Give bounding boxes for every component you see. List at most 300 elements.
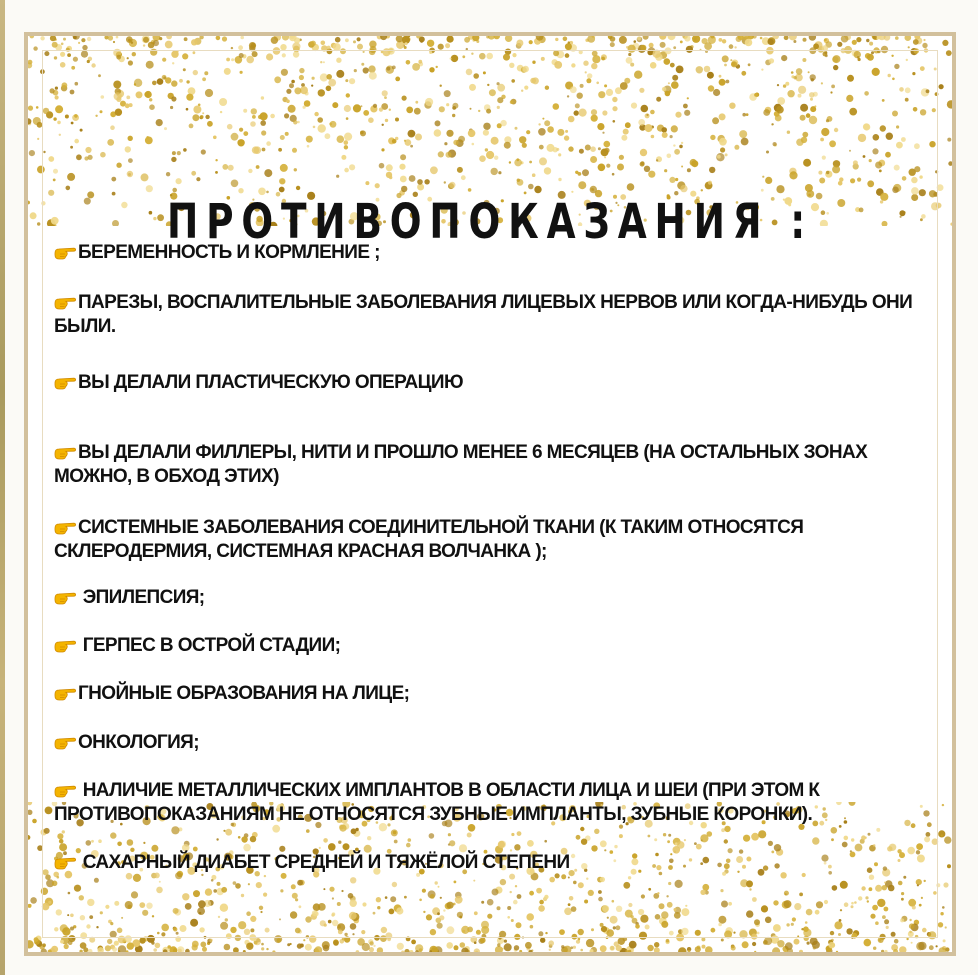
glitter-dot (485, 148, 488, 151)
glitter-dot (458, 136, 465, 143)
glitter-dot (674, 908, 677, 911)
glitter-dot (671, 81, 679, 89)
glitter-dot (909, 923, 915, 929)
glitter-dot (429, 51, 432, 54)
glitter-dot (623, 882, 630, 889)
glitter-dot (728, 902, 732, 906)
glitter-dot (344, 133, 352, 141)
pointing-hand-icon (54, 294, 76, 310)
glitter-dot (942, 804, 944, 806)
glitter-dot (920, 218, 923, 221)
glitter-dot (669, 90, 672, 93)
glitter-dot (569, 896, 574, 901)
glitter-dot (325, 133, 331, 139)
glitter-dot (674, 149, 680, 155)
glitter-dot (888, 74, 891, 77)
glitter-dot (175, 936, 181, 942)
glitter-dot (650, 110, 655, 115)
glitter-dot (794, 903, 801, 910)
glitter-dot (408, 130, 416, 138)
glitter-dot (877, 50, 881, 54)
glitter-dot (913, 107, 918, 112)
glitter-dot (196, 177, 200, 181)
glitter-dot (869, 42, 873, 46)
glitter-dot (718, 923, 722, 927)
glitter-dot (373, 945, 375, 947)
glitter-dot (709, 167, 715, 173)
glitter-dot (604, 84, 607, 87)
glitter-dot (231, 47, 233, 49)
glitter-dot (879, 170, 882, 173)
glitter-dot (796, 68, 803, 75)
glitter-dot (143, 37, 149, 43)
glitter-dot (676, 933, 684, 941)
glitter-dot (61, 43, 64, 46)
glitter-dot (377, 947, 383, 952)
glitter-dot (32, 819, 37, 824)
glitter-dot (677, 841, 685, 849)
glitter-dot (132, 52, 136, 56)
glitter-dot (295, 928, 301, 934)
glitter-dot (607, 917, 609, 919)
glitter-dot (863, 155, 866, 158)
glitter-dot (127, 839, 134, 846)
glitter-dot (640, 149, 647, 156)
glitter-dot (341, 155, 346, 160)
glitter-dot (409, 175, 416, 182)
glitter-dot (159, 37, 162, 40)
glitter-dot (326, 74, 332, 80)
glitter-dot (312, 910, 318, 916)
page-title: ПРОТИВОПОКАЗАНИЯ : (166, 194, 814, 250)
glitter-dot (601, 926, 607, 932)
glitter-dot (241, 836, 247, 842)
glitter-dot (751, 934, 757, 940)
glitter-dot (60, 52, 65, 57)
glitter-dot (849, 108, 857, 116)
glitter-dot (604, 148, 609, 153)
glitter-dot (354, 69, 357, 72)
glitter-dot (143, 842, 145, 844)
glitter-dot (51, 217, 59, 225)
glitter-dot (464, 37, 470, 43)
glitter-dot (529, 891, 534, 896)
glitter-dot (668, 882, 671, 885)
glitter-dot (87, 899, 94, 906)
glitter-dot (191, 39, 197, 45)
glitter-dot (487, 899, 494, 906)
glitter-dot (870, 914, 875, 919)
glitter-dot (87, 191, 94, 198)
glitter-dot (127, 942, 134, 949)
glitter-dot (143, 44, 145, 46)
glitter-dot (650, 62, 657, 69)
glitter-dot (156, 887, 163, 894)
glitter-dot (307, 145, 310, 148)
glitter-dot (335, 37, 341, 43)
glitter-dot (131, 891, 138, 898)
pointing-hand-icon (54, 244, 76, 260)
glitter-dot (225, 829, 232, 836)
glitter-dot (262, 148, 266, 152)
glitter-dot (679, 145, 683, 149)
glitter-dot (570, 86, 577, 93)
glitter-dot (59, 134, 61, 136)
glitter-dot (829, 140, 836, 147)
glitter-dot (449, 182, 455, 188)
glitter-dot (98, 74, 101, 77)
glitter-dot (729, 103, 735, 109)
glitter-dot (659, 903, 665, 909)
glitter-dot (105, 905, 109, 909)
list-item-text: ВЫ ДЕЛАЛИ ПЛАСТИЧЕСКУЮ ОПЕРАЦИЮ (78, 372, 463, 393)
glitter-dot (798, 94, 802, 98)
glitter-dot (561, 945, 564, 948)
glitter-dot (87, 60, 90, 63)
glitter-dot (336, 70, 344, 78)
glitter-dot (653, 50, 661, 58)
glitter-dot (691, 160, 698, 167)
glitter-dot (369, 941, 373, 945)
glitter-dot (672, 75, 678, 81)
glitter-dot (192, 944, 198, 950)
glitter-dot (332, 920, 338, 926)
glitter-dot (297, 880, 303, 886)
glitter-dot (561, 874, 566, 879)
glitter-dot (553, 50, 559, 56)
glitter-dot (344, 168, 349, 173)
glitter-dot (53, 169, 58, 174)
glitter-dot (338, 925, 341, 928)
glitter-dot (311, 41, 316, 46)
glitter-dot (43, 108, 49, 114)
glitter-dot (53, 179, 56, 182)
glitter-dot (146, 903, 152, 909)
glitter-dot (363, 110, 369, 116)
glitter-dot (720, 147, 725, 152)
glitter-dot (156, 119, 163, 126)
glitter-dot (265, 928, 270, 933)
glitter-dot (111, 177, 116, 182)
glitter-dot (376, 897, 381, 902)
glitter-dot (415, 134, 422, 141)
glitter-dot (707, 831, 713, 837)
glitter-dot (466, 69, 473, 76)
glitter-dot (625, 122, 631, 128)
glitter-dot (863, 123, 870, 130)
glitter-dot (943, 882, 948, 887)
glitter-dot (598, 890, 602, 894)
glitter-dot (437, 912, 440, 915)
glitter-dot (920, 109, 926, 115)
glitter-dot (882, 915, 886, 919)
glitter-dot (640, 45, 646, 51)
glitter-dot (204, 71, 208, 75)
glitter-dot (807, 942, 810, 945)
glitter-dot (460, 942, 466, 948)
glitter-dot (579, 149, 584, 154)
glitter-dot (934, 68, 937, 71)
glitter-dot (565, 43, 572, 50)
glitter-dot (936, 883, 940, 887)
glitter-dot (177, 946, 184, 952)
glitter-dot (63, 38, 66, 41)
glitter-dot (249, 42, 256, 49)
glitter-dot (917, 884, 919, 886)
glitter-dot (785, 82, 789, 86)
glitter-dot (306, 829, 310, 833)
glitter-dot (565, 53, 570, 58)
glitter-dot (173, 908, 179, 914)
glitter-dot (841, 48, 846, 53)
glitter-dot (726, 80, 730, 84)
glitter-dot (385, 932, 392, 939)
glitter-dot (191, 171, 196, 176)
glitter-dot (284, 113, 289, 118)
glitter-dot (661, 921, 668, 928)
glitter-dot (612, 173, 615, 176)
glitter-dot (461, 175, 466, 180)
glitter-dot (935, 170, 938, 173)
glitter-dot (346, 117, 349, 120)
glitter-dot (180, 925, 187, 932)
glitter-dot (510, 100, 514, 104)
glitter-dot (80, 129, 83, 132)
glitter-dot (899, 210, 905, 216)
glitter-dot (722, 39, 726, 43)
glitter-dot (762, 176, 764, 178)
glitter-dot (205, 888, 212, 895)
glitter-dot (136, 91, 143, 98)
list-item (54, 516, 934, 564)
glitter-dot (238, 45, 243, 50)
glitter-dot (864, 939, 872, 947)
glitter-dot (116, 55, 121, 60)
glitter-dot (816, 901, 823, 908)
glitter-dot (261, 943, 264, 946)
list-item-text: ГНОЙНЫЕ ОБРАЗОВАНИЯ НА ЛИЦЕ; (78, 683, 410, 704)
glitter-dot (84, 198, 91, 205)
glitter-dot (173, 927, 177, 931)
glitter-dot (282, 53, 286, 57)
glitter-dot (385, 119, 388, 122)
glitter-dot (165, 77, 171, 83)
glitter-dot (884, 950, 887, 952)
glitter-dot (538, 931, 543, 936)
glitter-dot (161, 932, 165, 936)
glitter-dot (110, 125, 115, 130)
glitter-dot (700, 49, 702, 51)
list-item-text: БЕРЕМЕННОСТЬ И КОРМЛЕНИЕ ; (78, 242, 380, 263)
pointing-hand-icon (54, 734, 76, 750)
glitter-dot (945, 926, 947, 928)
glitter-dot (79, 950, 82, 952)
glitter-dot (142, 910, 148, 916)
glitter-dot (852, 933, 858, 939)
glitter-dot (540, 938, 545, 943)
glitter-dot (791, 923, 794, 926)
glitter-dot (576, 835, 581, 840)
glitter-dot (702, 38, 708, 44)
glitter-dot (912, 906, 916, 910)
glitter-dot (288, 105, 296, 113)
glitter-dot (408, 838, 412, 842)
glitter-dot (202, 77, 206, 81)
glitter-dot (768, 39, 774, 45)
glitter-dot (844, 902, 849, 907)
glitter-dot (292, 42, 300, 50)
glitter-dot (784, 900, 792, 908)
glitter-dot (538, 905, 545, 912)
glitter-dot (806, 909, 813, 916)
glitter-dot (96, 926, 98, 928)
glitter-dot (787, 90, 794, 97)
glitter-dot (478, 110, 480, 112)
glitter-dot (511, 79, 515, 83)
glitter-dot (882, 885, 887, 890)
glitter-dot (375, 183, 380, 188)
glitter-dot (742, 941, 749, 948)
glitter-dot (362, 902, 366, 906)
glitter-dot (764, 937, 772, 945)
glitter-dot (333, 940, 339, 946)
glitter-dot (832, 885, 838, 891)
glitter-dot (280, 44, 286, 50)
glitter-dot (454, 881, 457, 884)
glitter-dot (675, 880, 683, 888)
glitter-dot (457, 167, 463, 173)
glitter-dot (741, 71, 746, 76)
glitter-dot (497, 943, 500, 946)
glitter-dot (568, 877, 570, 879)
glitter-dot (922, 928, 927, 933)
glitter-dot (415, 101, 418, 104)
glitter-dot (37, 122, 43, 128)
glitter-dot (564, 135, 569, 140)
glitter-dot (591, 109, 597, 115)
glitter-dot (74, 885, 81, 892)
glitter-dot (231, 180, 239, 188)
glitter-dot (226, 933, 232, 939)
glitter-dot (71, 122, 74, 125)
glitter-dot (695, 930, 701, 936)
glitter-dot (34, 937, 39, 942)
glitter-dot (584, 900, 588, 904)
glitter-dot (745, 39, 753, 47)
glitter-dot (840, 881, 848, 889)
glitter-dot (243, 131, 248, 136)
glitter-dot (649, 43, 654, 48)
glitter-dot (532, 173, 536, 177)
glitter-dot (333, 43, 341, 51)
glitter-dot (859, 208, 864, 213)
glitter-dot (524, 86, 528, 90)
glitter-dot (497, 84, 505, 92)
glitter-dot (243, 109, 247, 113)
glitter-dot (320, 61, 322, 63)
glitter-dot (149, 98, 152, 101)
glitter-dot (362, 943, 370, 951)
glitter-dot (514, 844, 520, 850)
glitter-dot (539, 900, 544, 905)
glitter-dot (328, 920, 332, 924)
glitter-dot (297, 943, 302, 948)
glitter-dot (565, 130, 568, 133)
glitter-dot (929, 190, 936, 197)
glitter-dot (534, 186, 541, 193)
glitter-dot (197, 907, 205, 915)
glitter-dot (338, 930, 343, 935)
glitter-dot (88, 155, 93, 160)
glitter-dot (91, 840, 94, 843)
glitter-dot (809, 116, 817, 124)
glitter-dot (640, 162, 645, 167)
glitter-dot (294, 87, 301, 94)
glitter-dot (571, 63, 575, 67)
glitter-dot (943, 939, 946, 942)
glitter-dot (469, 84, 476, 91)
glitter-dot (668, 82, 670, 84)
glitter-dot (667, 840, 670, 843)
glitter-dot (612, 106, 617, 111)
glitter-dot (328, 843, 336, 851)
glitter-dot (182, 893, 189, 900)
glitter-dot (487, 914, 492, 919)
glitter-dot (279, 178, 285, 184)
glitter-dot (48, 156, 54, 162)
glitter-dot (239, 53, 244, 58)
glitter-dot (670, 135, 673, 138)
glitter-dot (30, 212, 37, 219)
glitter-dot (838, 933, 841, 936)
glitter-dot (821, 128, 829, 136)
glitter-dot (446, 130, 453, 137)
glitter-dot (466, 48, 468, 50)
glitter-dot (852, 40, 857, 45)
glitter-dot (462, 55, 465, 58)
glitter-dot (126, 36, 133, 43)
glitter-dot (220, 111, 222, 113)
glitter-dot (681, 166, 683, 168)
glitter-dot (235, 883, 241, 889)
glitter-dot (648, 171, 655, 178)
glitter-dot (43, 151, 45, 153)
glitter-dot (40, 69, 45, 74)
glitter-dot (479, 155, 486, 162)
glitter-dot (872, 148, 878, 154)
glitter-dot (908, 899, 916, 907)
glitter-dot (882, 221, 888, 226)
glitter-dot (920, 66, 925, 71)
glitter-dot (430, 166, 438, 174)
glitter-dot (545, 932, 547, 934)
glitter-dot (944, 836, 951, 843)
glitter-dot (349, 164, 355, 170)
glitter-dot (494, 156, 498, 160)
glitter-dot (193, 106, 201, 114)
glitter-dot (468, 130, 476, 138)
glitter-dot (610, 42, 615, 47)
glitter-dot (252, 115, 256, 119)
glitter-dot (505, 36, 512, 42)
glitter-dot (626, 57, 633, 64)
glitter-dot (368, 117, 374, 123)
pointing-hand-icon (54, 519, 76, 535)
glitter-dot (446, 152, 452, 158)
glitter-dot (349, 912, 357, 920)
glitter-dot (171, 51, 178, 58)
glitter-dot (404, 896, 407, 899)
